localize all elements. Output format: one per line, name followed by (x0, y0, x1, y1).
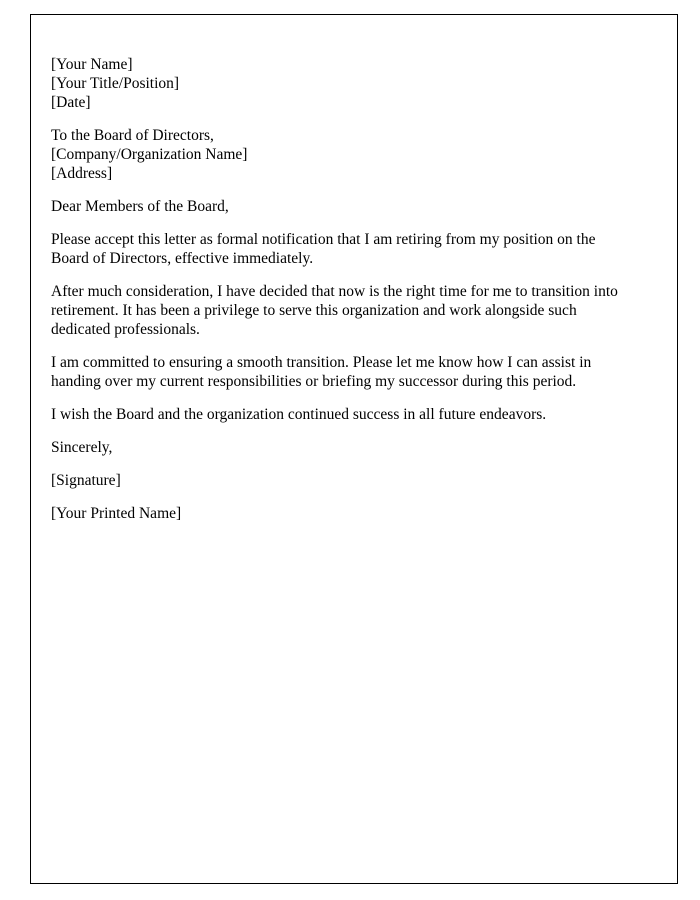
closing: Sincerely, (51, 439, 113, 456)
retirement-letter (51, 55, 622, 523)
recipient-line-3: [Address] (51, 165, 113, 182)
recipient-line-2: [Company/Organization Name] (51, 146, 248, 163)
signature-placeholder: [Signature] (51, 472, 121, 489)
letter-date: [Date] (51, 94, 91, 111)
body-paragraph-1: Please accept this letter as formal notification that I am retiring from my position on the Board of Directors, effective immediately. (51, 231, 596, 267)
sender-name: [Your Name] (51, 56, 133, 73)
salutation: Dear Members of the Board, (51, 198, 229, 215)
body-paragraph-2: After much consideration, I have decided that now is the right time for me to transition into retirement. It has been a privilege to serve this organization and work alongside such dedicated professionals. (51, 283, 618, 338)
printed-name-placeholder: [Your Printed Name] (51, 505, 182, 522)
letter-page (30, 14, 678, 884)
body-paragraph-3: I am committed to ensuring a smooth transition. Please let me know how I can assist in handing over my current responsibilities or briefing my successor during this period. (51, 354, 592, 390)
recipient-line-1: To the Board of Directors, (51, 127, 214, 144)
recipient-block (51, 126, 622, 183)
body-paragraph-4: I wish the Board and the organization continued success in all future endeavors. (51, 406, 547, 423)
sender-title: [Your Title/Position] (51, 75, 180, 92)
sender-block (51, 55, 622, 112)
